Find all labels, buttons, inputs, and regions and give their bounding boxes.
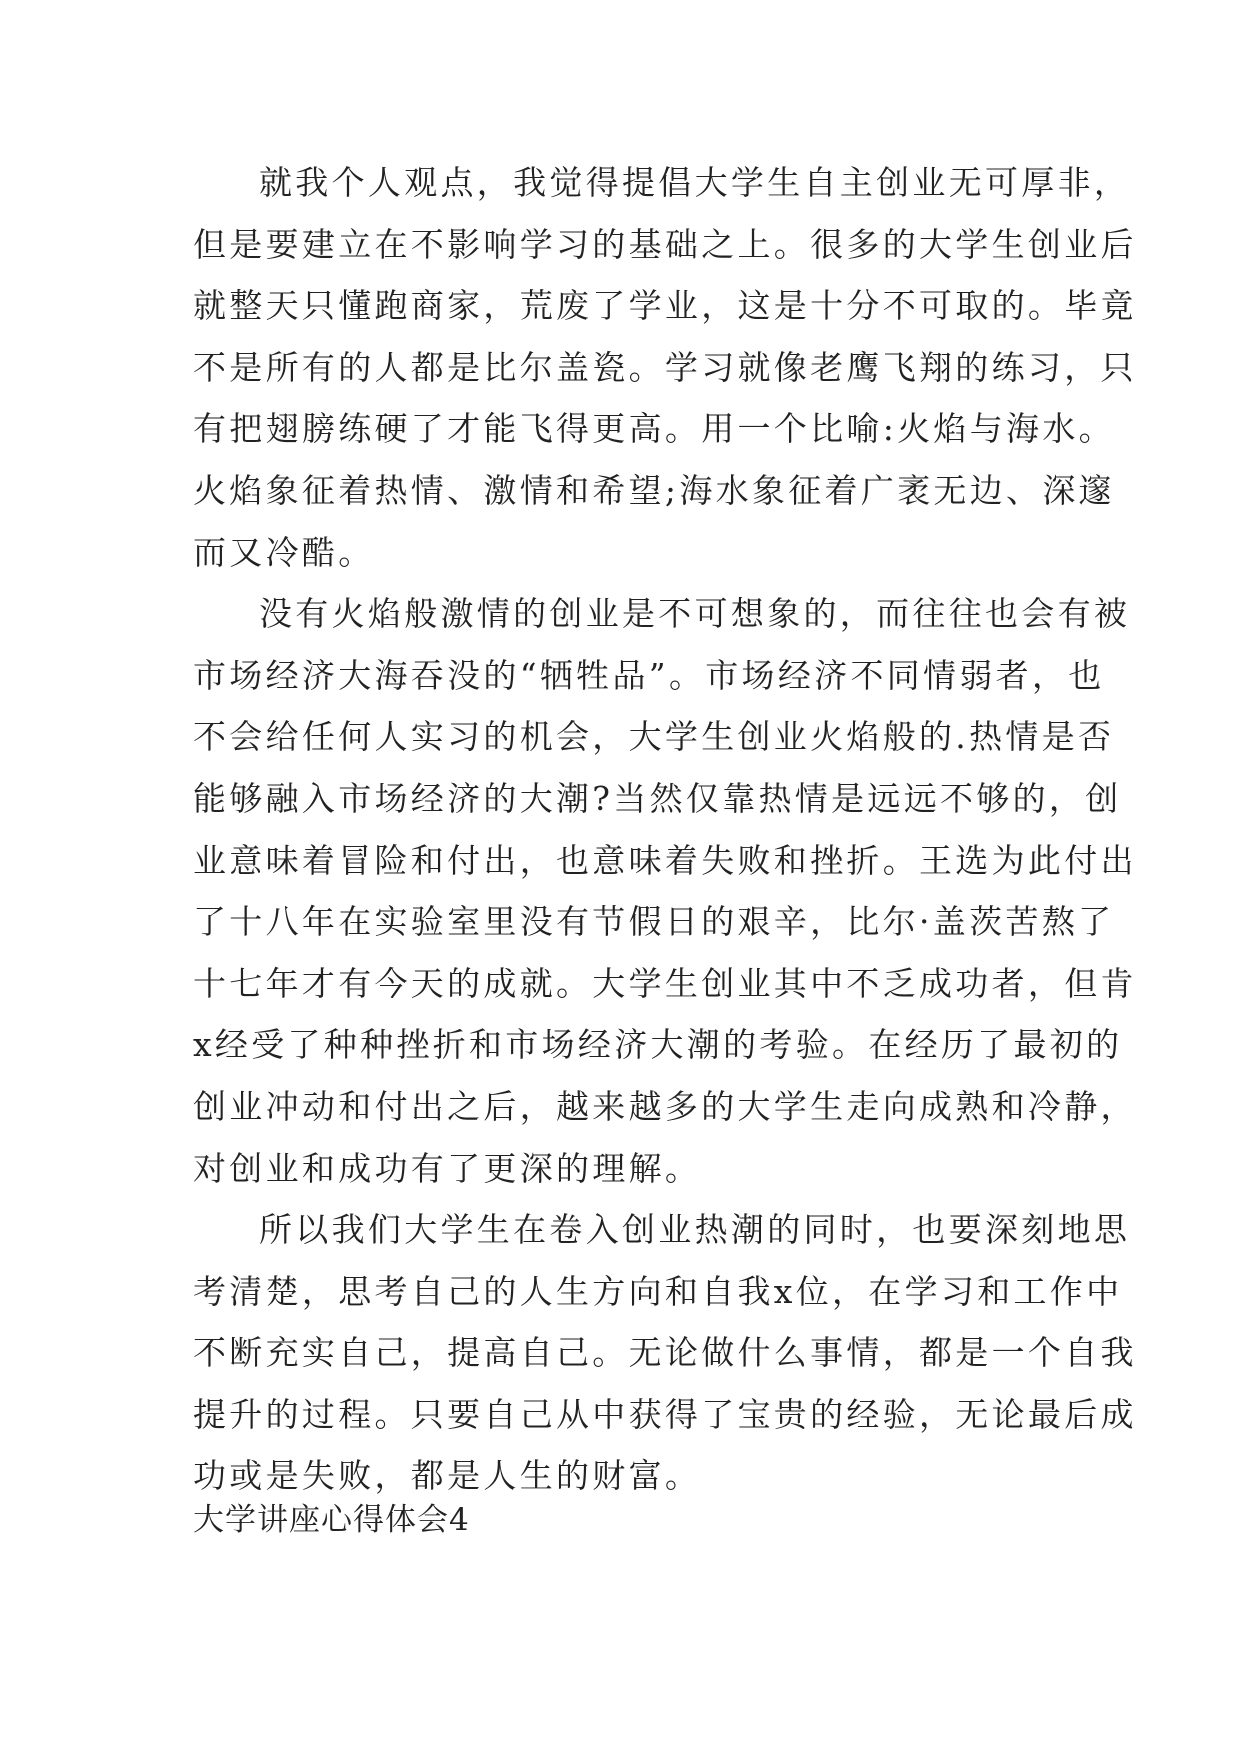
paragraph-3	[193, 1199, 1137, 1507]
text-line: 不断充实自己，提高自己。无论做什么事情，都是一个自我	[193, 1333, 1137, 1373]
text-line: 所以我们大学生在卷入创业热潮的同时，也要深刻地思	[259, 1210, 1131, 1250]
section-heading: 大学讲座心得体会4	[193, 1502, 470, 1538]
text-line: 考清楚，思考自己的人生方向和自我x位，在学习和工作中	[193, 1271, 1123, 1311]
text-line: 就我个人观点，我觉得提倡大学生自主创业无可厚非，	[259, 163, 1131, 202]
text-line: x经受了种种挫折和市场经济大潮的考验。在经历了最初的	[193, 1025, 1123, 1065]
paragraph-2	[193, 583, 1137, 1199]
text-line: 功或是失败，都是人生的财富。	[193, 1456, 702, 1496]
text-line: 而又冷酷。	[193, 532, 375, 572]
text-line: 业意味着冒险和付出，也意味着失败和挫折。王选为此付出	[193, 840, 1137, 880]
document-body	[193, 152, 1137, 1507]
text-line: 市场经济大海吞没的“牺牲品”。市场经济不同情弱者，也	[193, 655, 1105, 695]
paragraph-1	[193, 152, 1137, 583]
text-line: 没有火焰般激情的创业是不可想象的，而往往也会有被	[259, 594, 1131, 634]
text-line: 不会给任何人实习的机会，大学生创业火焰般的.热情是否	[193, 717, 1115, 757]
text-line: 不是所有的人都是比尔盖瓷。学习就像老鹰飞翔的练习，只	[193, 347, 1137, 387]
text-line: 对创业和成功有了更深的理解。	[193, 1148, 702, 1188]
text-line: 创业冲动和付出之后，越来越多的大学生走向成熟和冷静，	[193, 1086, 1137, 1126]
text-line: 但是要建立在不影响学习的基础之上。很多的大学生创业后	[193, 224, 1137, 264]
text-line: 了十八年在实验室里没有节假日的艰辛，比尔·盖茨苦熬了	[193, 902, 1115, 942]
text-line: 十七年才有今天的成就。大学生创业其中不乏成功者，但肯	[193, 963, 1137, 1003]
text-line: 就整天只懂跑商家，荒废了学业，这是十分不可取的。毕竟	[193, 286, 1137, 326]
text-line: 火焰象征着热情、激情和希望;海水象征着广袤无边、深邃	[193, 470, 1115, 510]
text-line: 有把翅膀练硬了才能飞得更高。用一个比喻:火焰与海水。	[193, 409, 1115, 449]
text-line: 能够融入市场经济的大潮?当然仅靠热情是远远不够的，创	[193, 778, 1122, 818]
text-line: 提升的过程。只要自己从中获得了宝贵的经验，无论最后成	[193, 1394, 1137, 1434]
